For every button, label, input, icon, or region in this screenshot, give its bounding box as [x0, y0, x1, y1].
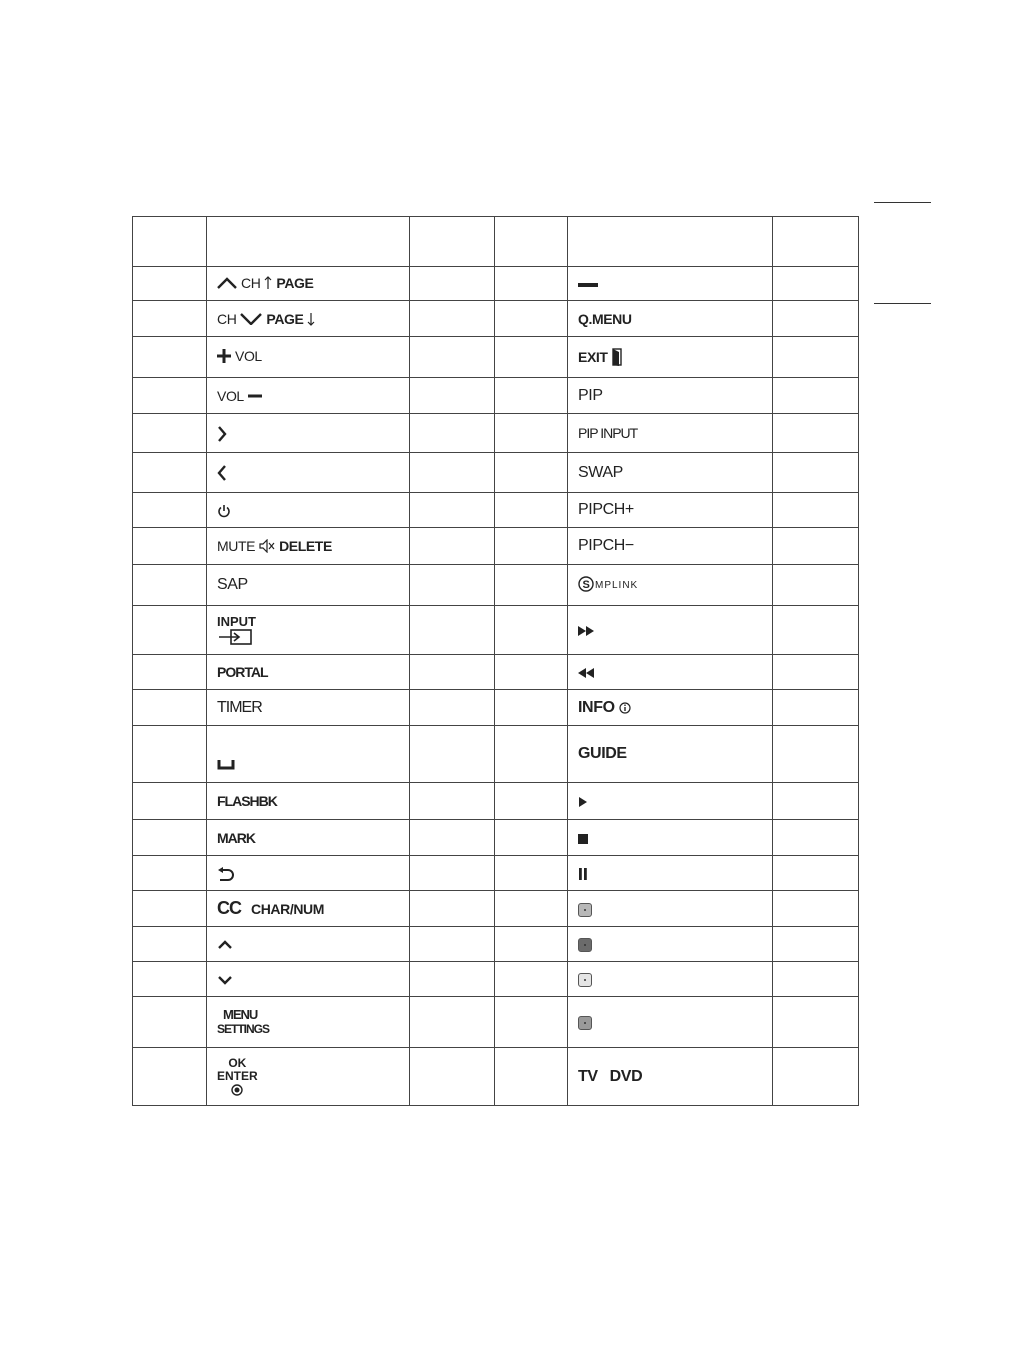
table-row: [133, 378, 859, 414]
key-cell: [568, 820, 773, 856]
key-label: CH: [217, 310, 237, 327]
key-cell: [568, 301, 773, 337]
header-cell: [410, 217, 495, 267]
key-cell: [568, 891, 773, 927]
chevron-left-icon: [217, 465, 227, 481]
svg-text:MPLINK: MPLINK: [595, 579, 639, 591]
chevron-down-icon: [217, 975, 233, 985]
green-button-icon: [578, 938, 592, 952]
key-cell: [207, 891, 410, 927]
table-row: [133, 267, 859, 301]
chevron-up-icon: [217, 940, 233, 950]
table-row: [133, 927, 859, 962]
key-cell: [568, 783, 773, 820]
remote-code-table: [132, 216, 859, 1106]
key-cell: [207, 997, 410, 1048]
key-label-secondary: ENTER: [217, 1069, 258, 1083]
key-label: TIMER: [217, 698, 262, 716]
key-label: PIPCH−: [578, 537, 634, 554]
key-label: MENU: [223, 1007, 258, 1022]
key-cell: [207, 820, 410, 856]
key-cell: [207, 565, 410, 606]
table-row: [133, 962, 859, 997]
key-cell: [568, 453, 773, 493]
table-row: [133, 606, 859, 655]
play-icon: [578, 797, 588, 807]
header-cell: [568, 217, 773, 267]
key-label: INPUT: [217, 614, 256, 629]
key-cell: [207, 606, 410, 655]
mute-icon: [259, 539, 275, 553]
fast-forward-icon: [578, 626, 594, 636]
key-label-secondary: CHAR/NUM: [251, 900, 325, 917]
key-label: PIPCH+: [578, 501, 634, 518]
key-cell: [568, 528, 773, 565]
key-label: SAP: [217, 576, 248, 593]
key-cell: [568, 565, 773, 606]
info-icon: [619, 702, 631, 714]
plus-icon: [217, 349, 231, 363]
key-label: OK: [228, 1056, 247, 1070]
key-cell: [568, 414, 773, 453]
key-cell: [207, 414, 410, 453]
key-label: Q.MENU: [578, 310, 632, 327]
red-button-icon: [578, 903, 592, 917]
key-cell: [207, 528, 410, 565]
up-arrow-icon: [264, 276, 272, 290]
key-label: INFO: [578, 698, 615, 716]
key-label: EXIT: [578, 349, 608, 365]
key-cell: [207, 453, 410, 493]
key-label: PORTAL: [217, 664, 268, 680]
key-cell: [568, 1048, 773, 1106]
header-cell: [773, 217, 859, 267]
key-label: TV: [578, 1067, 598, 1085]
table-row: [133, 493, 859, 528]
header-cell: [495, 217, 568, 267]
key-cell: [207, 726, 410, 783]
key-label: GUIDE: [578, 745, 627, 762]
key-label: VOL: [217, 387, 244, 404]
blue-button-icon: [578, 1016, 592, 1030]
input-icon: [217, 629, 253, 645]
key-label: PIP INPUT: [578, 425, 638, 441]
key-cell: [568, 378, 773, 414]
table-row: [133, 453, 859, 493]
key-cell: [207, 337, 410, 378]
chevron-right-icon: [217, 426, 227, 442]
key-cell: [568, 856, 773, 891]
key-label-secondary: PAGE: [276, 275, 314, 291]
table-row: [133, 891, 859, 927]
key-label-secondary: SETTINGS: [217, 1022, 270, 1036]
key-cell: [207, 690, 410, 726]
key-cell: [207, 301, 410, 337]
key-cell: [568, 606, 773, 655]
key-label: MARK: [217, 829, 255, 846]
key-cell: [568, 655, 773, 690]
tab-marker-top: [874, 202, 931, 203]
key-cell: [568, 690, 773, 726]
key-cell: [207, 267, 410, 301]
ok-circle-icon: [231, 1084, 243, 1096]
table-header-row: [133, 217, 859, 267]
table-row: [133, 690, 859, 726]
space-icon: [217, 760, 235, 770]
key-label: MUTE: [217, 538, 256, 554]
table-row: [133, 997, 859, 1048]
table-row: [133, 528, 859, 565]
table-row: [133, 655, 859, 690]
exit-icon: [612, 348, 622, 366]
key-cell: [207, 378, 410, 414]
key-cell: [207, 493, 410, 528]
chevron-down-icon: [240, 313, 262, 325]
key-cell: [568, 267, 773, 301]
key-cell: [207, 962, 410, 997]
key-cell: [568, 927, 773, 962]
key-label: PIP: [578, 386, 603, 404]
key-cell: [568, 337, 773, 378]
table-row: [133, 337, 859, 378]
back-icon: [217, 867, 235, 881]
chevron-up-icon: [217, 277, 237, 289]
key-label: VOL: [235, 348, 262, 364]
key-label: FLASHBK: [217, 793, 277, 809]
table-row: [133, 301, 859, 337]
key-cell: [568, 997, 773, 1048]
table-row: [133, 820, 859, 856]
tab-marker-bottom: [874, 303, 931, 304]
yellow-button-icon: [578, 973, 592, 987]
header-cell: [133, 217, 207, 267]
key-cell: [568, 962, 773, 997]
rewind-icon: [578, 668, 594, 678]
key-cell: [207, 783, 410, 820]
stop-icon: [578, 834, 588, 844]
key-cell: [207, 927, 410, 962]
table-row: [133, 783, 859, 820]
key-label: CH: [241, 275, 261, 291]
key-label-secondary: DELETE: [279, 538, 332, 554]
key-cell: [568, 493, 773, 528]
dash-icon: [578, 282, 598, 288]
key-label-secondary: DVD: [609, 1067, 643, 1085]
svg-text:S: S: [582, 578, 590, 591]
minus-icon: [248, 393, 262, 399]
table-row: [133, 856, 859, 891]
table-row: [133, 726, 859, 783]
table-row: [133, 1048, 859, 1106]
simplink-logo: [578, 576, 646, 592]
key-label-secondary: PAGE: [266, 310, 304, 327]
key-cell: [207, 1048, 410, 1106]
header-cell: [207, 217, 410, 267]
key-cell: [207, 856, 410, 891]
table-row: [133, 565, 859, 606]
power-icon: [217, 504, 231, 518]
down-arrow-icon: [307, 312, 315, 326]
key-cell: [568, 726, 773, 783]
key-label: SWAP: [578, 463, 623, 481]
pause-icon: [578, 868, 588, 880]
table-row: [133, 414, 859, 453]
key-cell: [207, 655, 410, 690]
cc-icon: CC: [217, 898, 241, 918]
